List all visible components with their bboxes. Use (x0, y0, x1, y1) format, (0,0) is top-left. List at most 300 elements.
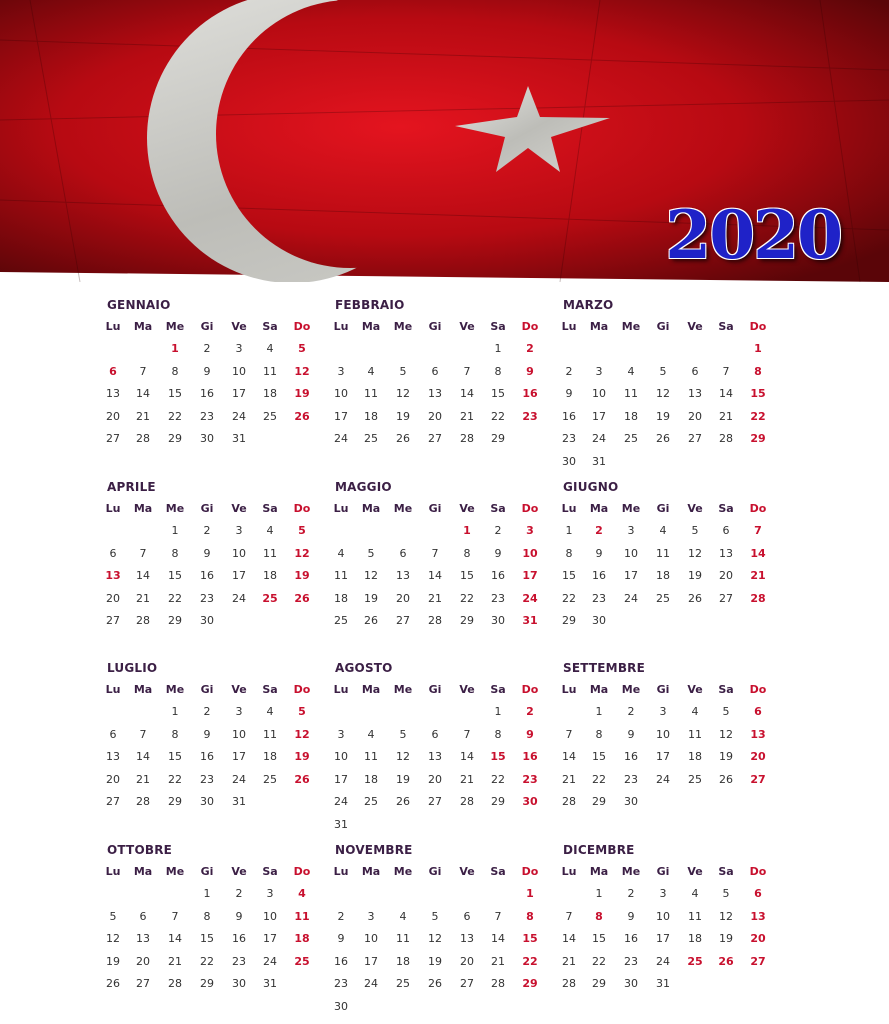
weekday-label: Gi (200, 865, 214, 878)
day-cell: 8 (565, 546, 573, 560)
day-cell: 24 (334, 795, 348, 808)
day-cell: 30 (491, 614, 505, 627)
month-name: AGOSTO (335, 661, 393, 675)
day-cell: 8 (171, 727, 179, 741)
day-cell: 28 (136, 614, 150, 627)
day-cell: 27 (750, 954, 766, 968)
weekday-label: Gi (200, 320, 214, 333)
day-cell: 29 (168, 432, 182, 445)
day-cell: 12 (719, 909, 733, 923)
day-cell: 23 (624, 772, 638, 786)
day-cell: 17 (232, 387, 246, 400)
day-cell: 26 (106, 977, 120, 990)
day-cell: 7 (463, 727, 471, 741)
weekday-label: Ve (231, 502, 247, 515)
day-cell: 26 (718, 954, 734, 968)
day-cell: 26 (396, 795, 410, 808)
day-cell: 23 (624, 954, 638, 968)
day-cell: 4 (266, 342, 274, 355)
day-cell: 13 (460, 932, 474, 945)
day-cell: 26 (656, 432, 670, 445)
day-cell: 5 (659, 364, 667, 378)
day-cell: 13 (750, 909, 766, 923)
day-cell: 21 (168, 954, 182, 968)
day-cell: 21 (562, 772, 576, 786)
day-cell: 18 (364, 772, 378, 786)
day-cell: 22 (491, 409, 505, 423)
day-cell: 28 (136, 432, 150, 445)
day-cell: 24 (656, 954, 670, 968)
day-cell: 25 (263, 409, 277, 423)
weekday-label: Ma (589, 502, 609, 515)
day-cell: 9 (526, 727, 534, 741)
day-cell: 23 (522, 772, 538, 786)
day-cell: 12 (294, 727, 310, 741)
weekday-label: Ve (687, 502, 703, 515)
day-cell: 30 (562, 454, 576, 468)
day-cell: 31 (263, 977, 277, 990)
day-cell: 31 (232, 795, 246, 808)
day-cell: 9 (203, 364, 211, 378)
day-cell: 29 (522, 977, 538, 990)
weekday-label: Me (393, 865, 413, 878)
month-name: GENNAIO (107, 298, 171, 312)
day-cell: 5 (399, 364, 407, 378)
day-cell: 3 (627, 524, 635, 537)
weekday-label: Do (293, 320, 311, 333)
day-cell: 25 (364, 432, 378, 445)
day-cell: 15 (750, 387, 766, 400)
day-cell: 7 (139, 546, 147, 560)
day-cell: 10 (592, 387, 606, 400)
day-cell: 17 (232, 750, 246, 763)
day-cell: 10 (232, 546, 246, 560)
day-cell: 10 (364, 932, 378, 945)
day-cell: 1 (494, 342, 502, 355)
day-cell: 28 (168, 977, 182, 990)
day-cell: 13 (105, 569, 121, 582)
year-title: 2020 (665, 196, 841, 274)
day-cell: 15 (592, 750, 606, 763)
weekday-label: Lu (333, 320, 349, 333)
day-cell: 19 (294, 387, 310, 400)
day-cell: 17 (656, 750, 670, 763)
day-cell: 7 (494, 909, 502, 923)
weekday-label: Sa (262, 683, 278, 696)
day-cell: 30 (334, 999, 348, 1013)
weekday-label: Lu (561, 502, 577, 515)
day-cell: 26 (428, 977, 442, 990)
day-cell: 29 (592, 977, 606, 990)
day-cell: 3 (526, 524, 534, 537)
day-cell: 26 (294, 772, 310, 786)
day-cell: 10 (334, 387, 348, 400)
day-cell: 25 (294, 954, 310, 968)
day-cell: 17 (263, 932, 277, 945)
day-cell: 21 (750, 569, 766, 582)
day-cell: 3 (595, 364, 603, 378)
day-cell: 19 (364, 591, 378, 605)
day-cell: 24 (592, 432, 606, 445)
day-cell: 6 (109, 727, 117, 741)
day-cell: 30 (200, 432, 214, 445)
day-cell: 7 (722, 364, 730, 378)
month-name: NOVEMBRE (335, 843, 413, 857)
weekday-label: Sa (718, 865, 734, 878)
day-cell: 20 (428, 772, 442, 786)
day-cell: 1 (754, 342, 762, 355)
day-cell: 20 (106, 772, 120, 786)
weekday-label: Lu (105, 502, 121, 515)
month-name: LUGLIO (107, 661, 158, 675)
day-cell: 4 (691, 887, 699, 900)
day-cell: 6 (139, 909, 147, 923)
day-cell: 21 (136, 409, 150, 423)
weekday-label: Me (621, 320, 641, 333)
day-cell: 30 (522, 795, 538, 808)
day-cell: 25 (364, 795, 378, 808)
day-cell: 30 (232, 977, 246, 990)
day-cell: 14 (491, 932, 505, 945)
day-cell: 18 (364, 409, 378, 423)
day-cell: 11 (263, 364, 277, 378)
day-cell: 10 (232, 364, 246, 378)
weekday-label: Lu (561, 320, 577, 333)
weekday-label: Do (521, 683, 539, 696)
day-cell: 8 (595, 909, 603, 923)
day-cell: 14 (719, 387, 733, 400)
day-cell: 31 (656, 977, 670, 990)
weekday-label: Ve (231, 865, 247, 878)
day-cell: 26 (364, 614, 378, 627)
weekday-label: Ve (687, 683, 703, 696)
day-cell: 6 (431, 364, 439, 378)
day-cell: 10 (656, 909, 670, 923)
day-cell: 30 (200, 614, 214, 627)
day-cell: 6 (431, 727, 439, 741)
day-cell: 21 (719, 409, 733, 423)
weekday-label: Lu (105, 320, 121, 333)
day-cell: 2 (337, 909, 345, 923)
day-cell: 14 (136, 387, 150, 400)
weekday-label: Me (165, 865, 185, 878)
day-cell: 12 (364, 569, 378, 582)
day-cell: 5 (298, 524, 306, 537)
day-cell: 23 (334, 977, 348, 990)
day-cell: 23 (522, 409, 538, 423)
day-cell: 14 (562, 750, 576, 763)
day-cell: 2 (526, 342, 534, 355)
day-cell: 17 (624, 569, 638, 582)
day-cell: 23 (200, 591, 214, 605)
day-cell: 7 (565, 909, 573, 923)
day-cell: 7 (754, 524, 762, 537)
weekday-label: Gi (200, 502, 214, 515)
day-cell: 17 (334, 409, 348, 423)
day-cell: 12 (428, 932, 442, 945)
weekday-label: Ma (133, 320, 153, 333)
day-cell: 19 (688, 569, 702, 582)
day-cell: 19 (294, 750, 310, 763)
day-cell: 13 (396, 569, 410, 582)
day-cell: 21 (562, 954, 576, 968)
day-cell: 13 (106, 750, 120, 763)
weekday-label: Gi (428, 683, 442, 696)
day-cell: 16 (522, 387, 538, 400)
day-cell: 3 (235, 342, 243, 355)
weekday-label: Sa (262, 865, 278, 878)
weekday-label: Sa (718, 683, 734, 696)
day-cell: 2 (627, 887, 635, 900)
weekday-label: Do (749, 683, 767, 696)
day-cell: 10 (263, 909, 277, 923)
day-cell: 1 (565, 524, 573, 537)
day-cell: 27 (719, 591, 733, 605)
day-cell: 13 (428, 387, 442, 400)
day-cell: 3 (337, 727, 345, 741)
day-cell: 18 (294, 932, 310, 945)
weekday-label: Sa (490, 320, 506, 333)
weekday-label: Me (393, 320, 413, 333)
day-cell: 4 (691, 705, 699, 718)
day-cell: 18 (263, 750, 277, 763)
month-name: APRILE (107, 480, 156, 494)
weekday-label: Ve (459, 865, 475, 878)
day-cell: 28 (562, 977, 576, 990)
day-cell: 18 (624, 409, 638, 423)
month-name: MAGGIO (335, 480, 392, 494)
day-cell: 5 (367, 546, 375, 560)
day-cell: 12 (396, 750, 410, 763)
day-cell: 5 (722, 705, 730, 718)
day-cell: 9 (203, 727, 211, 741)
day-cell: 21 (460, 409, 474, 423)
day-cell: 21 (136, 772, 150, 786)
day-cell: 30 (592, 614, 606, 627)
weekday-label: Lu (333, 502, 349, 515)
day-cell: 1 (463, 524, 471, 537)
day-cell: 8 (203, 909, 211, 923)
day-cell: 11 (688, 727, 702, 741)
day-cell: 16 (200, 750, 214, 763)
day-cell: 25 (396, 977, 410, 990)
day-cell: 16 (562, 409, 576, 423)
day-cell: 28 (750, 591, 766, 605)
day-cell: 14 (168, 932, 182, 945)
day-cell: 28 (460, 795, 474, 808)
day-cell: 30 (200, 795, 214, 808)
day-cell: 24 (656, 772, 670, 786)
day-cell: 24 (334, 432, 348, 445)
weekday-label: Do (293, 683, 311, 696)
weekday-label: Sa (262, 320, 278, 333)
day-cell: 27 (428, 432, 442, 445)
day-cell: 1 (171, 705, 179, 718)
day-cell: 18 (334, 591, 348, 605)
day-cell: 30 (624, 977, 638, 990)
day-cell: 29 (562, 614, 576, 627)
day-cell: 11 (624, 387, 638, 400)
day-cell: 19 (719, 750, 733, 763)
day-cell: 25 (687, 954, 703, 968)
day-cell: 22 (592, 772, 606, 786)
day-cell: 13 (719, 546, 733, 560)
weekday-label: Me (393, 683, 413, 696)
day-cell: 24 (364, 977, 378, 990)
day-cell: 11 (263, 546, 277, 560)
day-cell: 25 (624, 432, 638, 445)
weekday-label: Do (521, 320, 539, 333)
day-cell: 1 (171, 524, 179, 537)
weekday-label: Ve (231, 683, 247, 696)
day-cell: 20 (688, 409, 702, 423)
day-cell: 11 (396, 932, 410, 945)
weekday-label: Lu (105, 683, 121, 696)
day-cell: 19 (396, 409, 410, 423)
day-cell: 4 (659, 524, 667, 537)
day-cell: 29 (592, 795, 606, 808)
day-cell: 23 (562, 432, 576, 445)
day-cell: 2 (565, 364, 573, 378)
day-cell: 1 (595, 887, 603, 900)
day-cell: 14 (750, 546, 766, 560)
day-cell: 25 (263, 772, 277, 786)
day-cell: 25 (688, 772, 702, 786)
day-cell: 12 (294, 364, 310, 378)
day-cell: 9 (235, 909, 243, 923)
weekday-label: Gi (656, 502, 670, 515)
day-cell: 21 (491, 954, 505, 968)
weekday-label: Me (165, 502, 185, 515)
day-cell: 13 (688, 387, 702, 400)
day-cell: 20 (750, 750, 766, 763)
day-cell: 1 (171, 342, 179, 355)
day-cell: 11 (364, 750, 378, 763)
day-cell: 24 (522, 591, 538, 605)
day-cell: 16 (522, 750, 538, 763)
day-cell: 5 (691, 524, 699, 537)
day-cell: 12 (106, 932, 120, 945)
day-cell: 28 (460, 432, 474, 445)
day-cell: 2 (494, 524, 502, 537)
day-cell: 16 (624, 932, 638, 945)
day-cell: 24 (263, 954, 277, 968)
weekday-label: Ve (687, 320, 703, 333)
day-cell: 8 (494, 364, 502, 378)
day-cell: 22 (460, 591, 474, 605)
day-cell: 17 (334, 772, 348, 786)
weekday-label: Gi (656, 865, 670, 878)
day-cell: 4 (298, 887, 306, 900)
day-cell: 27 (688, 432, 702, 445)
month-name: OTTOBRE (107, 843, 173, 857)
day-cell: 14 (460, 750, 474, 763)
weekday-label: Me (621, 683, 641, 696)
day-cell: 19 (656, 409, 670, 423)
day-cell: 15 (168, 569, 182, 582)
day-cell: 12 (294, 546, 310, 560)
weekday-label: Do (749, 865, 767, 878)
weekday-label: Sa (718, 502, 734, 515)
day-cell: 11 (656, 546, 670, 560)
day-cell: 8 (595, 727, 603, 741)
weekday-label: Me (621, 865, 641, 878)
day-cell: 19 (719, 932, 733, 945)
weekday-label: Ve (231, 320, 247, 333)
day-cell: 16 (624, 750, 638, 763)
day-cell: 15 (200, 932, 214, 945)
day-cell: 12 (656, 387, 670, 400)
day-cell: 7 (431, 546, 439, 560)
day-cell: 3 (266, 887, 274, 900)
day-cell: 20 (136, 954, 150, 968)
weekday-label: Do (293, 865, 311, 878)
day-cell: 3 (659, 705, 667, 718)
day-cell: 29 (168, 614, 182, 627)
month-name: FEBBRAIO (335, 298, 405, 312)
weekday-label: Ve (459, 320, 475, 333)
day-cell: 13 (136, 932, 150, 945)
day-cell: 4 (367, 727, 375, 741)
day-cell: 9 (337, 932, 345, 945)
day-cell: 9 (595, 546, 603, 560)
weekday-label: Gi (200, 683, 214, 696)
day-cell: 31 (592, 454, 606, 468)
weekday-label: Do (749, 320, 767, 333)
day-cell: 3 (367, 909, 375, 923)
day-cell: 27 (460, 977, 474, 990)
day-cell: 15 (592, 932, 606, 945)
day-cell: 25 (656, 591, 670, 605)
weekday-label: Me (165, 320, 185, 333)
weekday-label: Ma (361, 865, 381, 878)
day-cell: 23 (491, 591, 505, 605)
day-cell: 7 (139, 364, 147, 378)
weekday-label: Lu (561, 865, 577, 878)
day-cell: 17 (522, 569, 538, 582)
weekday-label: Sa (490, 683, 506, 696)
day-cell: 2 (203, 342, 211, 355)
day-cell: 20 (396, 591, 410, 605)
weekday-label: Do (749, 502, 767, 515)
day-cell: 22 (491, 772, 505, 786)
day-cell: 16 (200, 569, 214, 582)
weekday-label: Gi (656, 683, 670, 696)
weekday-label: Ma (133, 865, 153, 878)
day-cell: 18 (396, 954, 410, 968)
day-cell: 24 (232, 591, 246, 605)
day-cell: 7 (171, 909, 179, 923)
day-cell: 23 (200, 409, 214, 423)
day-cell: 10 (334, 750, 348, 763)
weekday-label: Do (521, 865, 539, 878)
day-cell: 9 (627, 727, 635, 741)
day-cell: 5 (298, 705, 306, 718)
day-cell: 19 (294, 569, 310, 582)
day-cell: 14 (428, 569, 442, 582)
day-cell: 24 (232, 772, 246, 786)
weekday-label: Gi (428, 320, 442, 333)
day-cell: 27 (106, 614, 120, 627)
day-cell: 19 (428, 954, 442, 968)
day-cell: 20 (750, 932, 766, 945)
weekday-label: Ve (687, 865, 703, 878)
day-cell: 13 (428, 750, 442, 763)
weekday-label: Do (521, 502, 539, 515)
day-cell: 28 (428, 614, 442, 627)
day-cell: 11 (688, 909, 702, 923)
day-cell: 17 (656, 932, 670, 945)
